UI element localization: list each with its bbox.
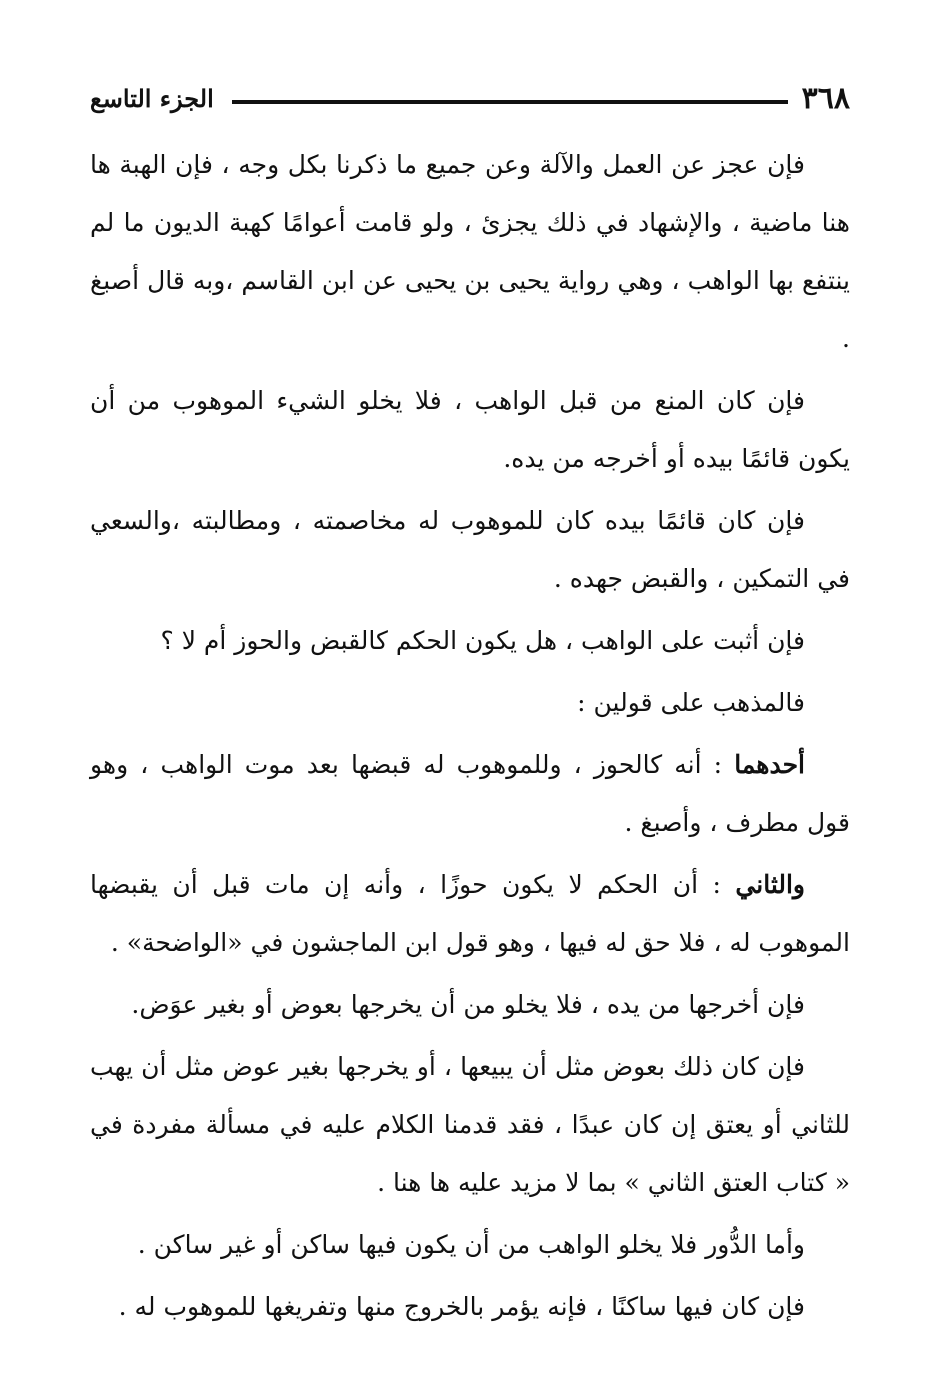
- header-rule: [232, 100, 788, 104]
- paragraph-text: فإن كان فيها ساكنًا ، فإنه يؤمر بالخروج منها وتفريغها للموهوب له .: [118, 1292, 805, 1321]
- paragraph-text: : أن الحكم لا يكون حوزًا ، وأنه إن مات قبل أن يقبضها الموهوب له ، فلا حق له فيها ، وهو قول ابن الماجشون في «الواضحة» .: [90, 870, 850, 957]
- paragraph-text: فإن أثبت على الواهب ، هل يكون الحكم كالقبض والحوز أم لا ؟: [160, 626, 805, 655]
- paragraph: [90, 1216, 850, 1274]
- paragraph: [90, 136, 850, 368]
- page-number: ٣٦٨: [801, 81, 850, 116]
- paragraph: [90, 1278, 850, 1336]
- paragraph: [90, 1038, 850, 1212]
- term-second-opinion: والثاني: [735, 870, 805, 899]
- paragraph: [90, 976, 850, 1034]
- paragraph-text: فإن كان قائمًا بيده كان للموهوب له مخاصمته ، ومطالبته ،والسعي في التمكين ، والقبض جهده .: [90, 506, 850, 593]
- paragraph-text: فإن عجز عن العمل والآلة وعن جميع ما ذكرنا بكل وجه ، فإن الهبة ها هنا ماضية ، والإشهاد في ذلك يجزئ ، ولو قامت أعوامًا كهبة الديون ما لم ينتفع بها الواهب ، وهي رواية يحيى بن يحيى عن ابن القاسم ،وبه قال أصبغ .: [90, 150, 850, 353]
- paragraph: [90, 492, 850, 608]
- term-first-opinion: أحدهما: [734, 750, 805, 779]
- paragraph: [90, 612, 850, 670]
- paragraph-text: فإن كان ذلك بعوض مثل أن يبيعها ، أو يخرجها بغير عوض مثل أن يهب للثاني أو يعتق إن كان عبدًا ، فقد قدمنا الكلام عليه في مسألة مفردة في « كتاب العتق الثاني » بما لا مزيد عليه ها هنا .: [90, 1052, 850, 1197]
- paragraph-text: : أنه كالحوز ، وللموهوب له قبضها بعد موت الواهب ، وهو قول مطرف ، وأصبغ .: [90, 750, 850, 837]
- paragraph-text: فالمذهب على قولين :: [577, 688, 805, 717]
- paragraph: [90, 674, 850, 732]
- paragraph: [90, 372, 850, 488]
- paragraph-text: فإن كان المنع من قبل الواهب ، فلا يخلو الشيء الموهوب من أن يكون قائمًا بيده أو أخرجه من يده.: [90, 386, 850, 473]
- paragraph-text: وأما الدُّور فلا يخلو الواهب من أن يكون فيها ساكن أو غير ساكن .: [137, 1230, 805, 1259]
- paragraph: [90, 856, 850, 972]
- body-text: [90, 136, 850, 1336]
- page-header: [90, 78, 850, 120]
- running-title: الجزء التاسع: [90, 84, 214, 113]
- book-page: [90, 78, 850, 1336]
- paragraph: [90, 736, 850, 852]
- paragraph-text: فإن أخرجها من يده ، فلا يخلو من أن يخرجها بعوض أو بغير عوَض.: [131, 990, 805, 1019]
